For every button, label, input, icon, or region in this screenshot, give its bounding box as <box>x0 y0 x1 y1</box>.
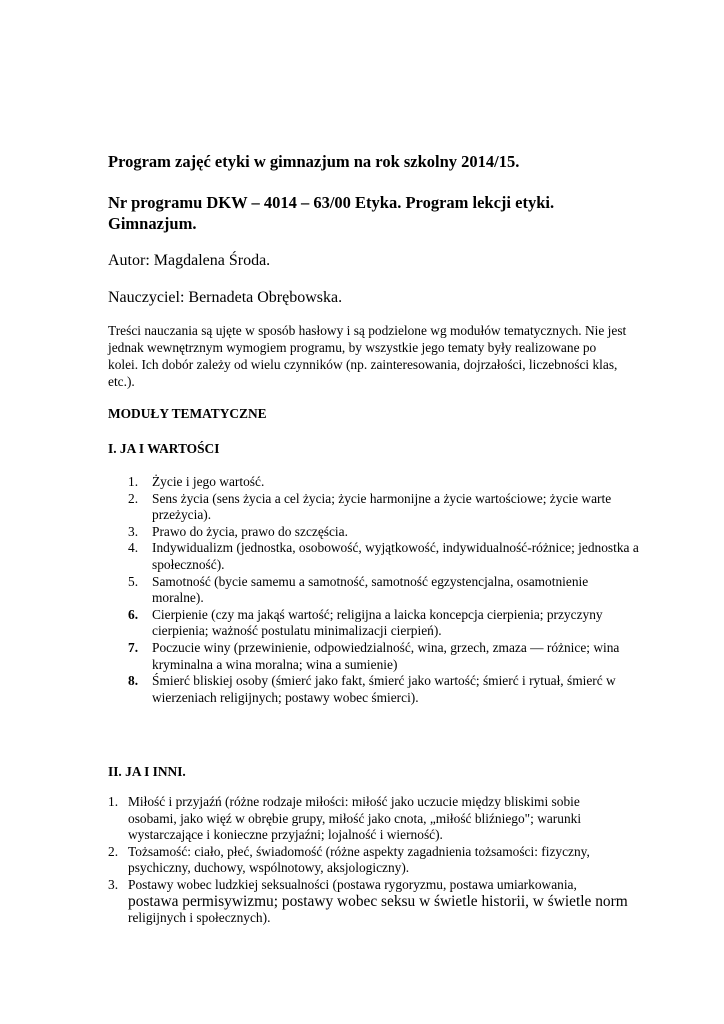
list-item <box>108 794 628 844</box>
list-item <box>128 523 642 541</box>
item-number: 4. <box>128 540 139 556</box>
item-text: Życie i jego wartość. <box>152 474 265 489</box>
item-number: 1. <box>128 474 139 489</box>
section2-list <box>108 794 628 927</box>
item-text: Poczucie winy (przewinienie, odpowiedzialność, wina, grzech, zmaza — różnice; wina kryminalna a wina moralna; wina a sumienie) <box>152 639 620 672</box>
item-number: 6. <box>128 606 139 622</box>
item-number: 5. <box>128 573 139 589</box>
program-number-line2: Gimnazjum. <box>108 214 197 233</box>
item-number: 7. <box>128 639 139 655</box>
intro-paragraph: Treści nauczania są ujęte w sposób hasłowy i są podzielone wg modułów tematycznych. Nie jest jednak wewnętrznym wymogiem programu, by wszystkie jego tematy były realizowane po kolei. Ich dobór zależy od wielu czynników (np. zainteresowania, dojrzałości, liczebności klas, etc.). <box>108 323 627 389</box>
item-text: Sens życia (sens życia a cel życia; życie harmonijne a życie wartościowe; życie warte przeżycia). <box>152 490 612 523</box>
list-item <box>108 876 628 927</box>
item-number: 3. <box>108 876 119 892</box>
item-number: 1. <box>108 794 119 809</box>
list-item <box>128 474 642 491</box>
item-number: 2. <box>108 843 119 859</box>
list-item <box>128 540 642 573</box>
item-number: 8. <box>128 673 139 689</box>
item-text: Śmierć bliskiej osoby (śmierć jako fakt, śmierć jako wartość; śmierć i rytuał, śmierć w wierzeniach religijnych; postawy wobec śmierci). <box>152 673 616 705</box>
item-text: Samotność (bycie samemu a samotność, samotność egzystencjalna, osamotnienie moralne). <box>152 573 589 606</box>
item-text: Indywidualizm (jednostka, osobowość, wyjątkowość, indywidualność-różnice; jednostka a społeczność). <box>152 540 639 572</box>
item-text: Miłość i przyjaźń (różne rodzaje miłości: miłość jako uczucie między bliskimi sobie osobami, jako więź w obrębie grupy, miłość jako cnota, „miłość bliźniego"; warunki wystarczające i konieczne przyjaźni; lojalność i wierność). <box>128 794 582 843</box>
list-item <box>128 673 642 706</box>
item-text-part3: religijnych i społecznych). <box>128 910 271 926</box>
modules-heading: MODUŁY TEMATYCZNE <box>108 406 267 421</box>
item-text-part1: Postawy wobec ludzkiej seksualności (postawa rygoryzmu, postawa umiarkowania, <box>128 876 577 892</box>
item-text: Cierpienie (czy ma jakąś wartość; religijna a laicka koncepcja cierpienia; przyczyny cierpienia; ważność postulatu minimalizacji cierpień). <box>152 606 603 639</box>
section2-heading: II. JA I INNI. <box>108 764 186 779</box>
teacher-line: Nauczyciel: Bernadeta Obrębowska. <box>108 289 343 306</box>
list-item <box>128 606 642 640</box>
item-text: Tożsamość: ciało, płeć, świadomość (różne aspekty zagadnienia tożsamości: fizyczny, psychiczny, duchowy, wspólnotowy, aksjologiczny). <box>128 843 590 876</box>
section1-heading: I. JA I WARTOŚCI <box>108 441 220 456</box>
list-item <box>128 490 642 524</box>
item-number: 2. <box>128 490 139 506</box>
item-number: 3. <box>128 523 139 539</box>
document-title: Program zajęć etyki w gimnazjum na rok szkolny 2014/15. <box>108 152 520 171</box>
list-item <box>108 843 628 877</box>
list-item <box>128 639 642 673</box>
item-text-part2: postawa permisywizmu; postawy wobec seksu w świetle historii, w świetle norm <box>128 892 628 910</box>
author-line: Autor: Magdalena Środa. <box>108 252 271 269</box>
program-number-line1: Nr programu DKW – 4014 – 63/00 Etyka. Program lekcji etyki. <box>108 193 555 212</box>
section1-list <box>128 474 642 706</box>
item-text: Prawo do życia, prawo do szczęścia. <box>152 523 348 539</box>
list-item <box>128 573 642 607</box>
